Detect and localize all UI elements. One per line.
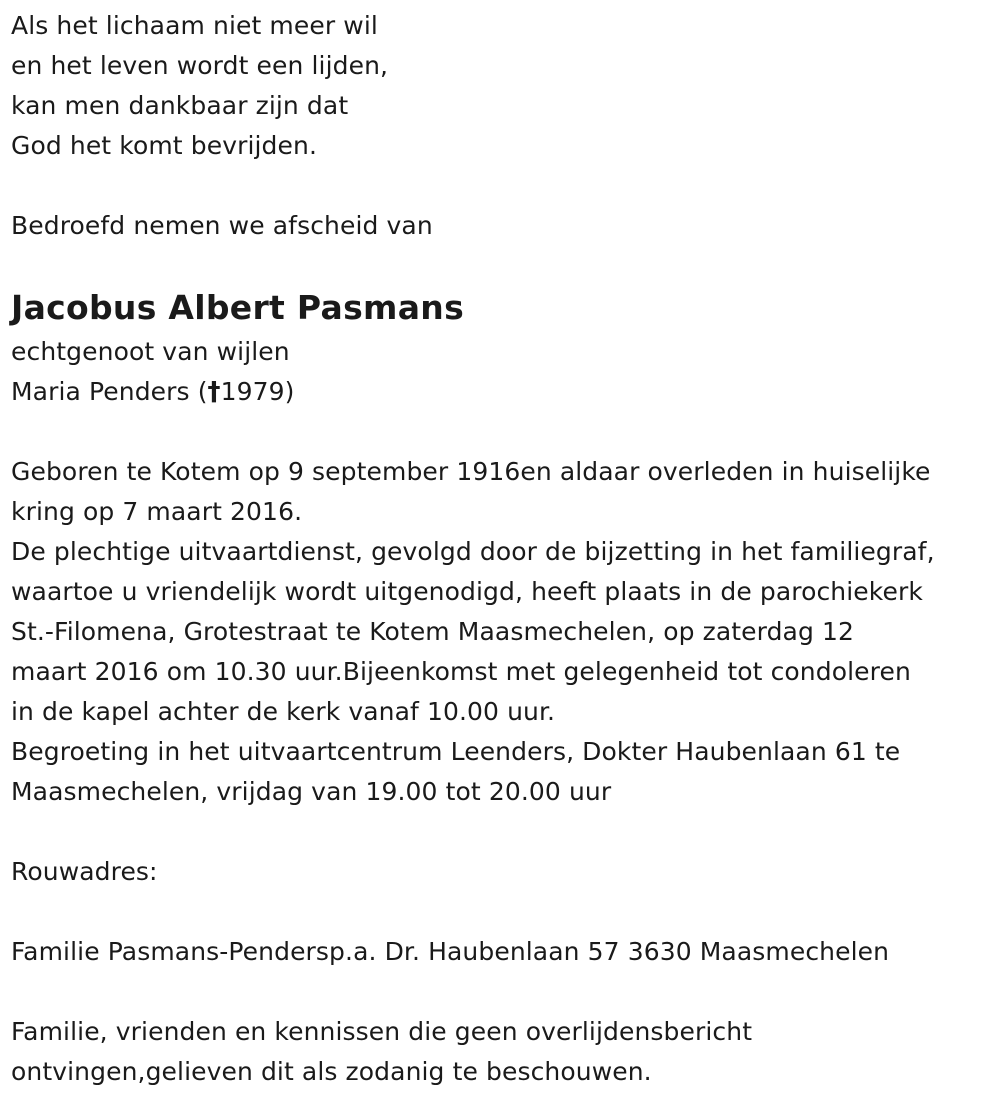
spacer xyxy=(11,246,991,286)
spacer xyxy=(11,166,991,206)
spacer xyxy=(11,812,991,852)
spacer xyxy=(11,892,991,932)
details-line-2: kring op 7 maart 2016. xyxy=(11,497,303,526)
details-line-5: St.-Filomena, Grotestraat te Kotem Maasmechelen, op zaterdag 12 xyxy=(11,617,855,646)
poem-line-2: en het leven wordt een lijden, xyxy=(11,51,389,80)
poem-line-4: God het komt bevrijden. xyxy=(11,131,317,160)
details-line-8: Begroeting in het uitvaartcentrum Leenders, Dokter Haubenlaan 61 te xyxy=(11,737,901,766)
obituary-notice xyxy=(11,6,991,1092)
spouse-year: 1979) xyxy=(220,377,295,406)
deceased-name: Jacobus Albert Pasmans xyxy=(11,288,465,327)
poem xyxy=(11,6,991,166)
details-paragraph xyxy=(11,452,991,812)
details-line-4: waartoe u vriendelijk wordt uitgenodigd, heeft plaats in de parochiekerk xyxy=(11,577,923,606)
details-line-1: Geboren te Kotem op 9 september 1916en aldaar overleden in huiselijke xyxy=(11,457,931,486)
spacer xyxy=(11,412,991,452)
address-label: Rouwadres: xyxy=(11,857,158,886)
poem-line-1: Als het lichaam niet meer wil xyxy=(11,11,378,40)
spacer xyxy=(11,972,991,1012)
details-line-9: Maasmechelen, vrijdag van 19.00 tot 20.00 uur xyxy=(11,777,612,806)
details-line-6: maart 2016 om 10.30 uur.Bijeenkomst met gelegenheid tot condoleren xyxy=(11,657,911,686)
spouse-line xyxy=(11,372,991,412)
relation-text: echtgenoot van wijlen xyxy=(11,337,290,366)
spouse-name: Maria Penders ( xyxy=(11,377,208,406)
cross-icon: † xyxy=(207,377,221,407)
closing-line-2: ontvingen,gelieven dit als zodanig te beschouwen. xyxy=(11,1057,652,1086)
address-text: Familie Pasmans-Pendersp.a. Dr. Haubenlaan 57 3630 Maasmechelen xyxy=(11,937,890,966)
details-line-3: De plechtige uitvaartdienst, gevolgd door de bijzetting in het familiegraf, xyxy=(11,537,935,566)
details-line-7: in de kapel achter de kerk vanaf 10.00 uur. xyxy=(11,697,556,726)
closing-line-1: Familie, vrienden en kennissen die geen overlijdensbericht xyxy=(11,1017,753,1046)
closing-paragraph xyxy=(11,1012,991,1092)
intro-text: Bedroefd nemen we afscheid van xyxy=(11,211,433,240)
poem-line-3: kan men dankbaar zijn dat xyxy=(11,91,349,120)
